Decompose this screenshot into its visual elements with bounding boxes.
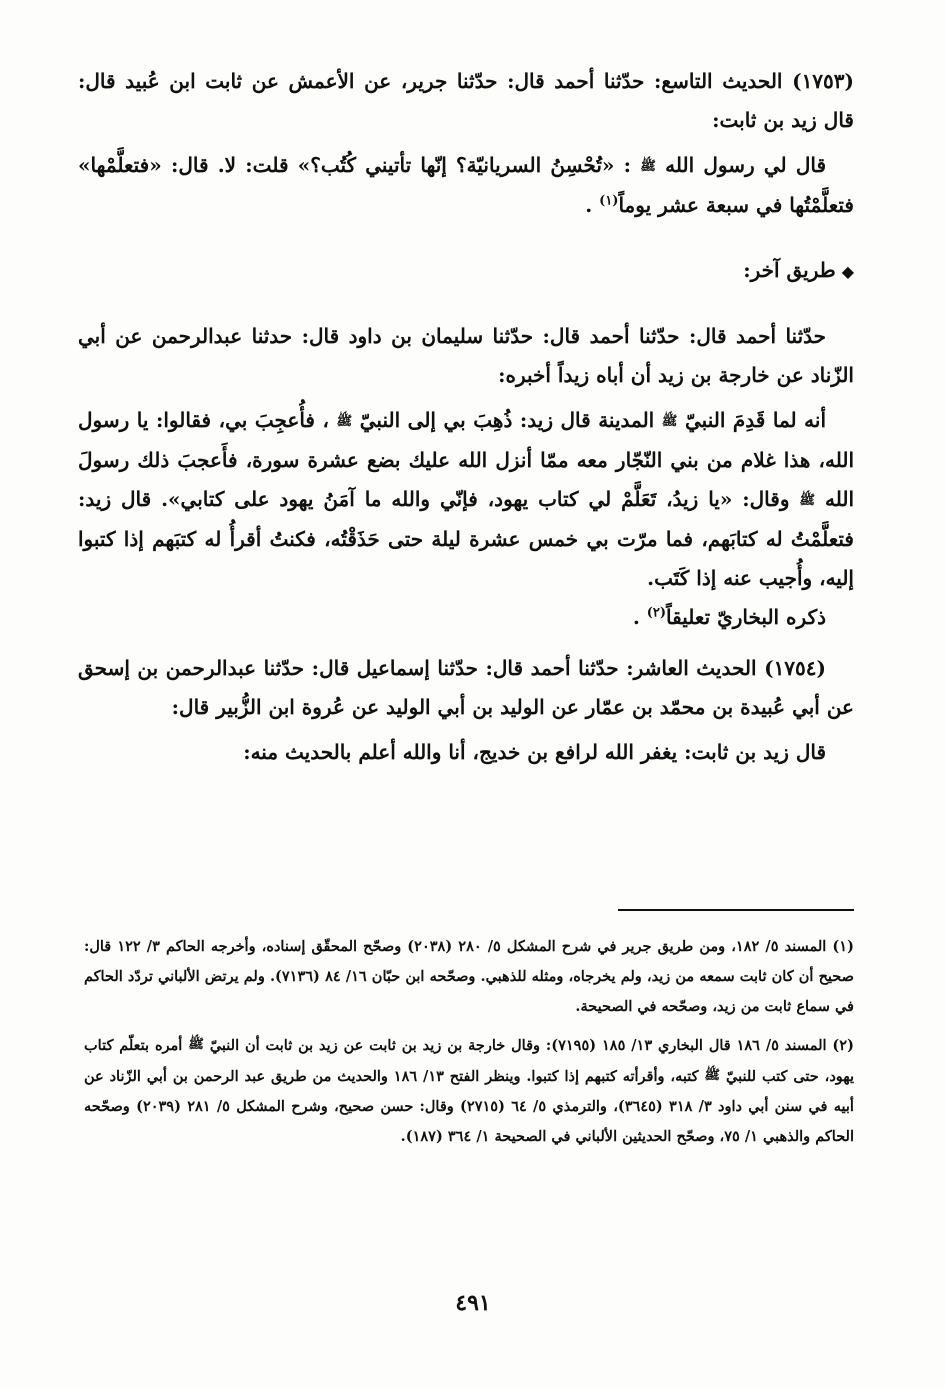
salah-symbol: ﷺ (336, 414, 353, 429)
footnote-1 (84, 932, 854, 1022)
footnote-2 (84, 1030, 854, 1152)
heading-text: طريق آخر: (743, 258, 836, 282)
salah-symbol: ﷺ (799, 493, 816, 508)
hadith-1754-intro (78, 649, 854, 727)
footnote-1-text: (١) المسند ٥/ ١٨٢، ومن طريق جرير في شرح المشكل ٥/ ٢٨٠ (٢٠٣٨) وصحّح المحقّق إسناده، وأخرجه الحاكم ٣/ ١٢٢ قال: صحيح أن كان ثابت سمعه من زيد، ولم يخرجاه، ومثله للذهبي. وصحّحه ابن حبّان ١٦/ ٨٤ (٧١٣٦). ولم يرتض الألباني تردّد الحاكم في سماع ثابت من زيد، وصحّحه في الصحيحة. (84, 938, 854, 1015)
bukhari-end: . (632, 605, 640, 629)
matn-end: . (585, 193, 593, 217)
narration-part: المدينة قال زيد: ذُهِبَ بي إلى النبيّ (359, 408, 655, 432)
footnotes (84, 932, 854, 1152)
hadith-1753-text: (١٧٥٣) الحديث التاسع: حدّثنا أحمد قال: حدّثنا جرير، عن الأعمش عن ثابت ابن عُبيد قال: قال زيد بن ثابت: (78, 69, 854, 132)
diamond-icon: ◆ (841, 262, 854, 281)
isnad-text: حدّثنا أحمد قال: حدّثنا أحمد قال: حدّثنا سليمان بن داود قال: حدثنا عبدالرحمن عن أبي الزّناد عن خارجة بن زيد أن أباه زيداً أخبره: (78, 324, 854, 387)
statement-text: قال زيد بن ثابت: يغفر الله لرافع بن خديج، أنا والله أعلم بالحديث منه: (243, 740, 826, 764)
footnote-2-part: (٢) المسند ٥/ ١٨٦ قال البخاري ١٣/ ١٨٥ (٧١٩٥): وقال خارجة بن زيد بن ثابت عن زيد بن ثابت أن النبيّ (209, 1037, 854, 1054)
section-heading (78, 251, 854, 291)
bukhari-text: ذكره البخاريّ تعليقاً (666, 605, 826, 629)
matn-part: قال لي رسول الله (665, 153, 827, 177)
salah-symbol: ﷺ (188, 1037, 204, 1052)
hadith-1753-intro (78, 62, 854, 140)
narration-part: ، فأُعجِبَ بي، فقالوا: يا رسول الله، هذا غلام من بني النّجّار معه ممّا أنزل الله عليك بضع عشرة سورة، فأَعجبَ ذلك رسولَ الله (78, 408, 854, 511)
page-number: ٤٩١ (455, 1290, 491, 1316)
zayd-narration (78, 401, 854, 598)
footnote-divider (618, 909, 854, 911)
salah-symbol: ﷺ (704, 1068, 721, 1083)
hadith-1753-matn (78, 146, 854, 225)
narration-part: أنه لما قَدِمَ النبيّ (685, 408, 827, 432)
main-text (78, 62, 854, 772)
salah-symbol: ﷺ (661, 414, 678, 429)
footnote-ref-2: (٢) (646, 605, 667, 621)
matn-part: : «تُحْسِنُ السريانيّة؟ إنّها تأتيني كُتُب؟» قلت: لا. قال: «فتعلَّمْها» فتعلَّمْتُها في سبعة عشر يوماً (78, 153, 854, 217)
zayd-statement (78, 733, 854, 772)
narration-part: وقال: «يا زيدُ، تَعَلَّمْ لي كتاب يهود، فإنّي والله ما آمَنُ يهود على كتابي». قال زيد: فتعلَّمْتُ له كتابَهم، فما مرّت بي خمس عشرة ليلة حتى حَذَقْتُه، فكنتُ أقرأُ له كتبَهم إذا كتبوا إليه، وأُجيب عنه إذا كَتَب. (78, 487, 854, 590)
footnote-2-part: أمره بتعلّم كتاب يهود، حتى كتب للنبيّ (84, 1037, 854, 1085)
footnote-ref-1: (١) (599, 193, 619, 209)
salah-symbol: ﷺ (640, 159, 656, 174)
footnote-2-part: كتبه، وأقرأته كتبهم إذا كتبوا. وينظر الفتح ١٣/ ١٨٦ والحديث من طريق عبد الرحمن بن أبي الزّناد عن أبيه في سنن أبي داود ٣/ ٣١٨ (٣٦٤٥)، والترمذي ٥/ ٦٤ (٢٧١٥) وقال: حسن صحيح، وشرح المشكل ٥/ ٢٨١ (٢٠٣٩) وصحّحه الحاكم والذهبي ١/ ٧٥، وصحّح الحديثين الألباني في الصحيحة ١/ ٣٦٤ (١٨٧). (84, 1068, 854, 1145)
isnad-paragraph (78, 317, 854, 395)
bukhari-note (78, 598, 854, 637)
hadith-1754-text: (١٧٥٤) الحديث العاشر: حدّثنا أحمد قال: حدّثنا إسماعيل قال: حدّثنا عبدالرحمن بن إسحق عن أبي عُبيدة بن محمّد بن عمّار عن الوليد بن أبي الوليد عن عُروة ابن الزُّبير قال: (78, 656, 854, 719)
